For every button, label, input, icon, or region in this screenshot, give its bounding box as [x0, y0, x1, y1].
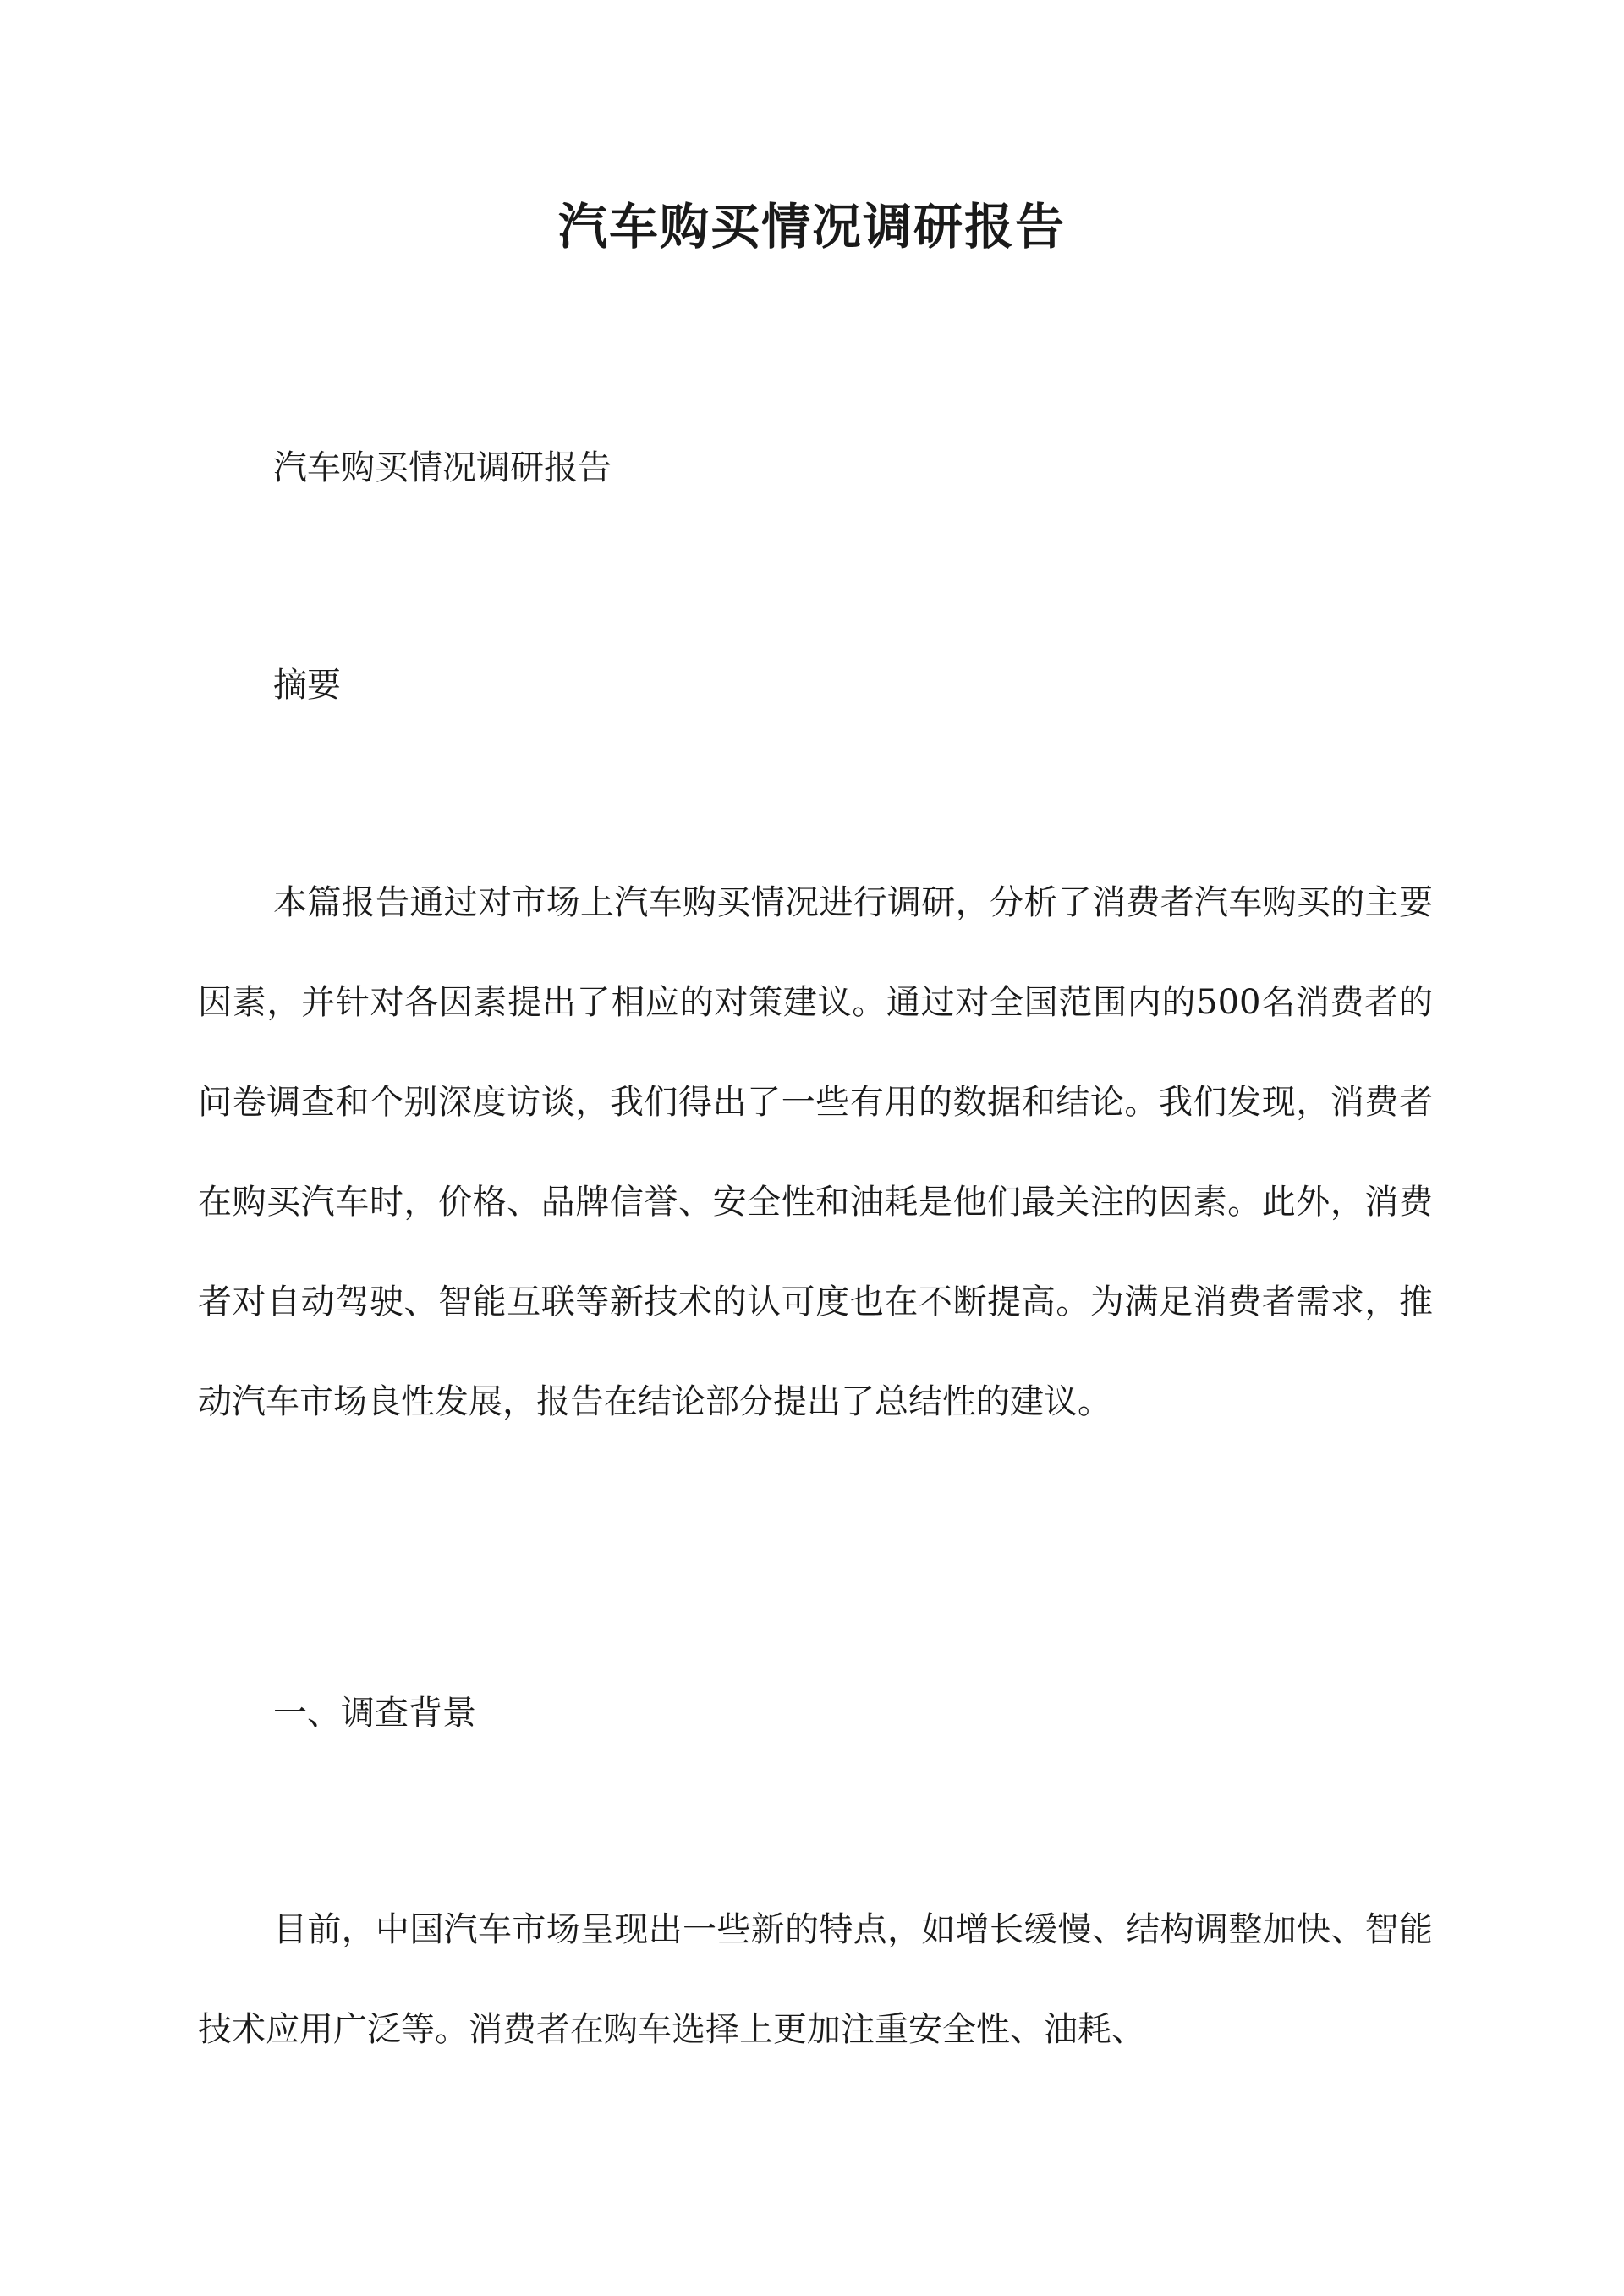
document-subtitle: 汽车购买情况调研报告	[273, 448, 612, 487]
section-1-paragraph: 目前，中国汽车市场呈现出一些新的特点，如增长缓慢、结构调整加快、智能技术应用广泛等。消费者在购车选择上更加注重安全性、油耗、	[198, 1910, 1433, 2049]
abstract-paragraph: 本篇报告通过对市场上汽车购买情况进行调研，分析了消费者汽车购买的主要因素，并针对各因素提出了相应的对策建议。通过对全国范围内的500名消费者的问卷调查和个别深度访谈，我们得出了一些有用的数据和结论。我们发现，消费者在购买汽车时，价格、品牌信誉、安全性和油耗是他们最关注的因素。此外，消费者对自动驾驶、智能互联等新技术的认可度也在不断提高。为满足消费者需求，推动汽车市场良性发展，报告在结论部分提出了总结性的建议。	[198, 883, 1433, 1421]
abstract-heading: 摘要	[273, 666, 341, 705]
document-title: 汽车购买情况调研报告	[557, 198, 1066, 255]
section-1-heading: 一、调查背景	[273, 1694, 476, 1733]
